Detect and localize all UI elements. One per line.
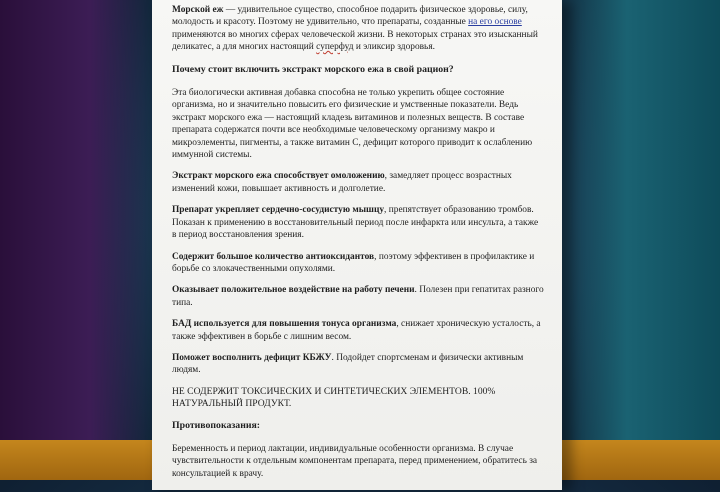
benefit-item-6	[172, 352, 544, 377]
benefit-text-4: . Полезен при гепатитах разного типа.	[172, 285, 544, 308]
benefit-text-3: , поэтому эффективен в профилактике и борьбе со злокачественными опухолями.	[172, 251, 535, 274]
intro-link-superfood[interactable]: суперфуд	[316, 42, 354, 53]
benefit-text-6: . Подойдет спортсменам и физически активным людям.	[172, 352, 524, 376]
benefit-item-3	[172, 251, 544, 276]
intro-text-3: и эликсир здоровья.	[353, 42, 435, 53]
contraindications-heading: Противопоказания:	[172, 419, 261, 431]
intro-link-base[interactable]: на его основе	[468, 17, 522, 28]
benefit-item-5	[172, 318, 544, 343]
intro-lead-bold: Морской еж	[172, 5, 224, 15]
benefit-item-2	[172, 204, 544, 241]
benefit-item-1	[172, 170, 544, 195]
benefit-bold-6: Поможет восполнить дефицит КБЖУ	[172, 352, 332, 363]
benefit-bold-4: Оказывает положительное воздействие на работу печени	[172, 285, 415, 296]
intro-text-1: — удивительное существо, способное подарить физическое здоровье, силу, молодость и красоту. Поэтому не удивительно, что препараты, созданные	[172, 5, 528, 28]
benefit-item-4	[172, 284, 544, 309]
benefit-bold-1: Экстракт морского ежа способствует омоложению	[172, 171, 385, 182]
body-paragraph: Эта биологически активная добавка способна не только укрепить общее состояние организма, но и значительно повысить его физические и умственные показатели. Ведь экстракт морского ежа — настоящий кладезь витаминов и полезных веществ. В составе препарата содержатся почти все необходимые человеческому организму макро и микроэлементы, пигменты, а также витамин С, дефицит которого приводит к ослаблению иммунной системы.	[172, 88, 533, 161]
background-right-gradient	[550, 0, 720, 480]
benefit-text-5: , снижает хроническую усталость, а также эффективен в борьбе с лишним весом.	[172, 319, 541, 342]
benefit-bold-5: БАД используется для повышения тонуса организма	[172, 319, 397, 330]
benefit-bold-2: Препарат укрепляет сердечно-сосудистую мышцу	[172, 205, 385, 216]
intro-paragraph	[172, 4, 544, 54]
contraindications-text: Беременность и период лактации, индивидуальные особенности организма. В случае чувствительности к отдельным компонентам препарата, перед применением, обратитесь за консультацией к врачу.	[172, 443, 538, 479]
section-heading: Почему стоит включить экстракт морского ежа в свой рацион?	[172, 63, 454, 75]
benefit-bold-3: Содержит большое количество антиоксидантов	[172, 251, 375, 262]
document-page	[152, 0, 562, 490]
benefit-text-2: , препятствует образованию тромбов. Показан к применению в восстановительный период после инфаркта или инсульта, а также в период восстановления зрения.	[172, 205, 539, 241]
background-left-gradient	[0, 0, 150, 480]
intro-text-2: применяются во многих сферах человеческой жизни. В некоторых странах это изысканный деликатес, а для многих настоящий	[172, 29, 538, 53]
natural-product-notice: НЕ СОДЕРЖИТ ТОКСИЧЕСКИХ И СИНТЕТИЧЕСКИХ ЭЛЕМЕНТОВ. 100% НАТУРАЛЬНЫЙ ПРОДУКТ.	[172, 385, 496, 410]
benefit-text-1: , замедляет процесс возрастных изменений кожи, повышает активность и долголетие.	[172, 171, 512, 194]
